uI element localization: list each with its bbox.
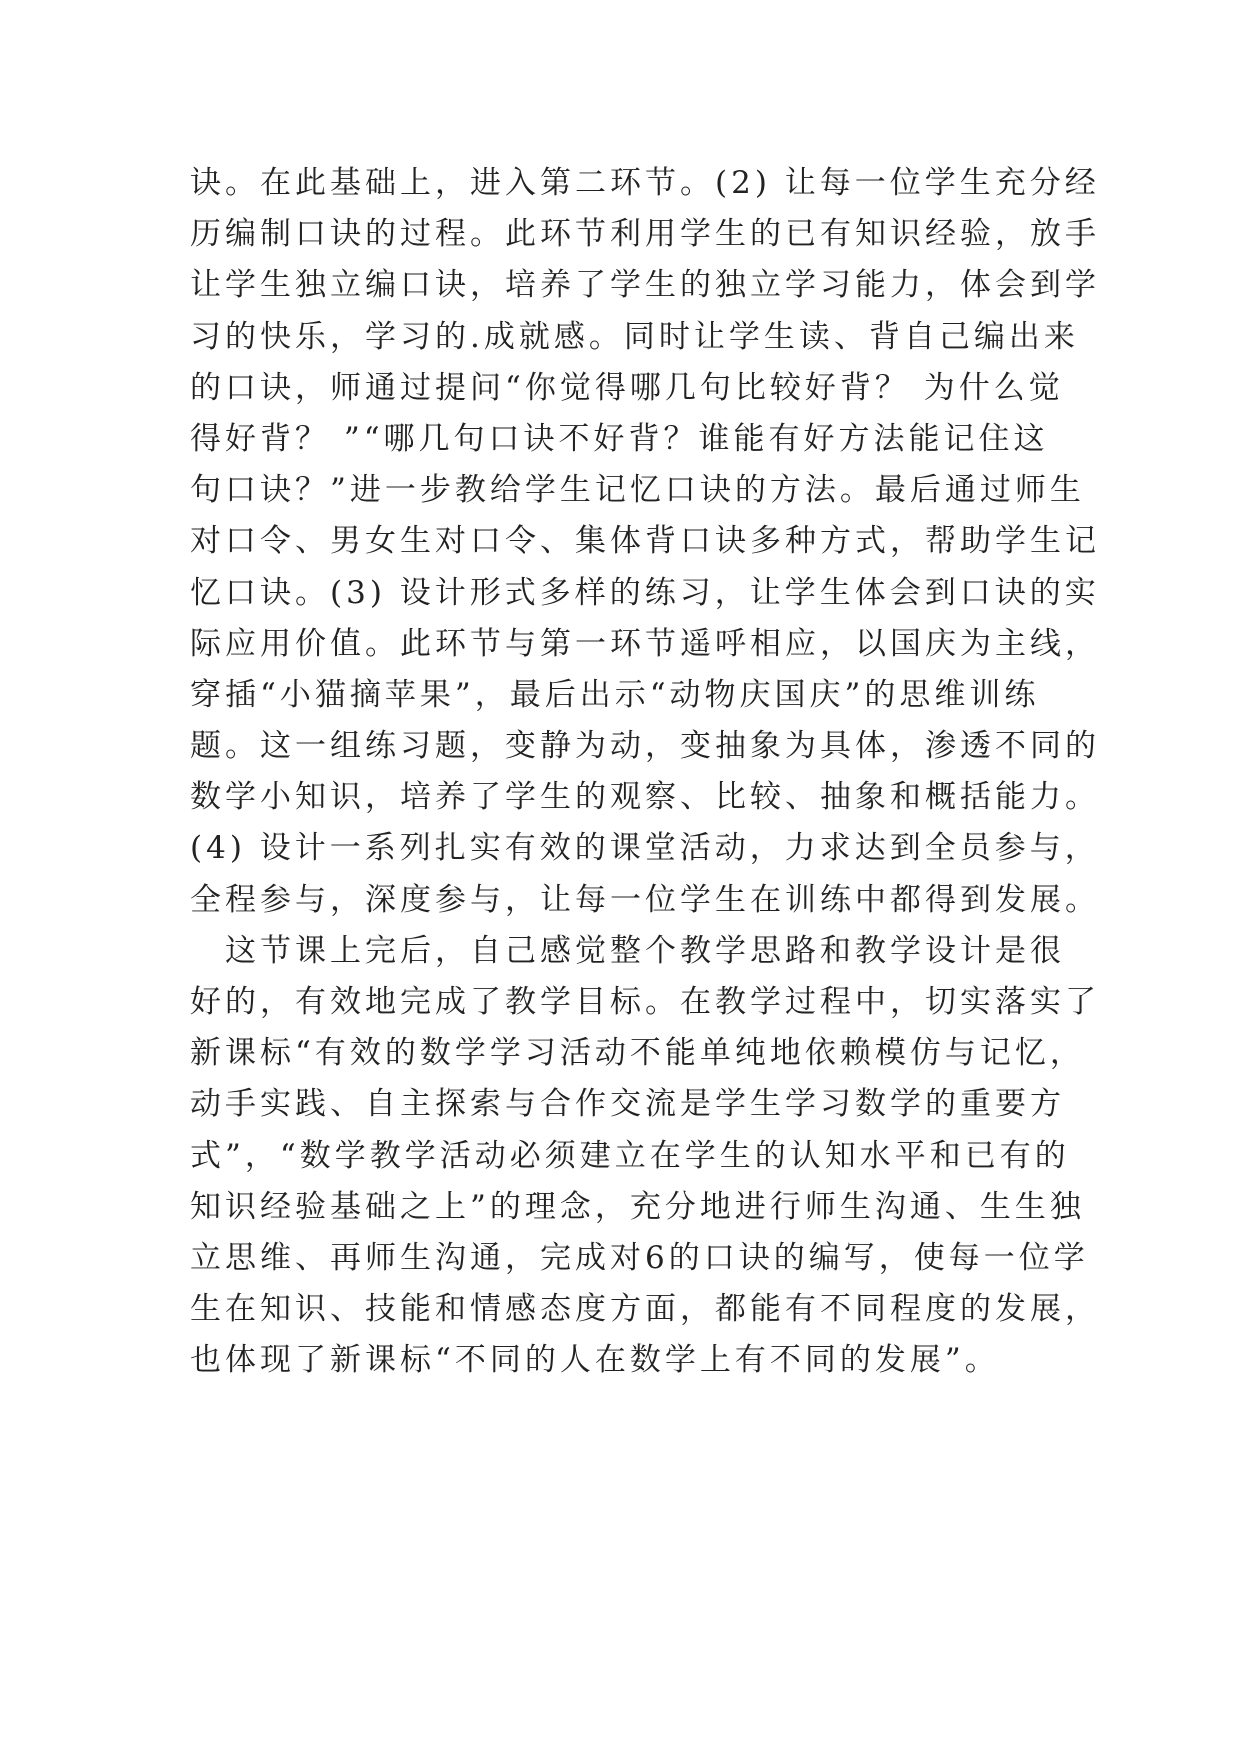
text-line: 知识经验基础之上”的理念，充分地进行师生沟通、生生独 — [190, 1188, 1085, 1225]
text-line: 也体现了新课标“不同的人在数学上有不同的发展”。 — [190, 1342, 1000, 1379]
text-line: 穿插“小猫摘苹果”，最后出示“动物庆国庆”的思维训练 — [190, 676, 1040, 713]
text-line: 得好背？ ”“哪几句口诀不好背？谁能有好方法能记住这 — [190, 420, 1049, 457]
text-line: 诀。在此基础上，进入第二环节。(2) 让每一位学生充分经 — [190, 165, 1100, 201]
text-line: 句口诀？”进一步教给学生记忆口诀的方法。最后通过师生 — [190, 472, 1085, 509]
text-line: 生在知识、技能和情感态度方面，都能有不同程度的发展， — [190, 1291, 1100, 1328]
text-line: 立思维、再师生沟通，完成对6的口诀的编写，使每一位学 — [190, 1239, 1089, 1276]
paragraph-start-line: 这节课上完后，自己感觉整个教学思路和教学设计是很 — [190, 932, 1065, 969]
text-line: 式”，“数学教学活动必须建立在学生的认知水平和已有的 — [190, 1137, 1070, 1174]
text-line: 际应用价值。此环节与第一环节遥呼相应，以国庆为主线， — [190, 625, 1100, 662]
text-line: 对口令、男女生对口令、集体背口诀多种方式，帮助学生记 — [190, 523, 1100, 560]
text-line: 新课标“有效的数学学习活动不能单纯地依赖模仿与记忆， — [190, 1035, 1085, 1072]
text-line: 习的快乐，学习的.成就感。同时让学生读、背自己编出来 — [190, 318, 1079, 355]
text-line: 历编制口诀的过程。此环节利用学生的已有知识经验，放手 — [190, 216, 1100, 253]
text-line: 动手实践、自主探索与合作交流是学生学习数学的重要方 — [190, 1086, 1065, 1123]
text-line: 让学生独立编口诀，培养了学生的独立学习能力，体会到学 — [190, 267, 1100, 304]
document-body — [190, 158, 1100, 1387]
text-line: 好的，有效地完成了教学目标。在教学过程中，切实落实了 — [190, 984, 1100, 1020]
text-line: 忆口诀。(3) 设计形式多样的练习，让学生体会到口诀的实 — [190, 574, 1100, 611]
text-line: 数学小知识，培养了学生的观察、比较、抽象和概括能力。 — [190, 779, 1100, 816]
text-line: 题。这一组练习题，变静为动，变抽象为具体，渗透不同的 — [190, 728, 1100, 765]
text-line: 的口诀，师通过提问“你觉得哪几句比较好背？ 为什么觉 — [190, 369, 1064, 406]
text-line: (4) 设计一系列扎实有效的课堂活动，力求达到全员参与， — [190, 830, 1100, 867]
text-line: 全程参与，深度参与，让每一位学生在训练中都得到发展。 — [190, 881, 1100, 918]
